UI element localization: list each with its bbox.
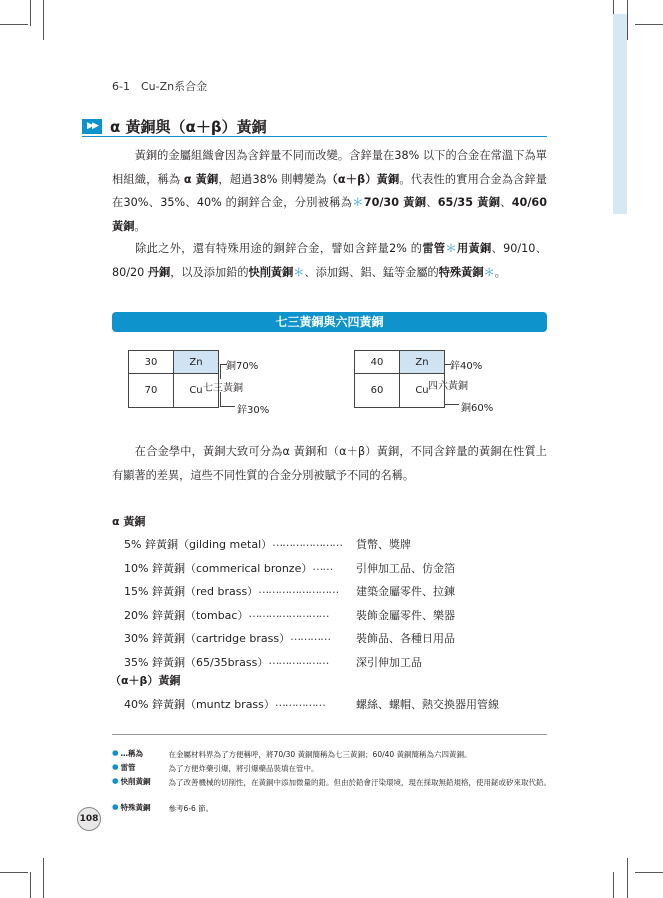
label-alloy-name: 四六黃銅 bbox=[428, 381, 468, 392]
text-run: 、 bbox=[500, 196, 512, 209]
list-item-name: 10% 鋅黃銅（commerical bronze） bbox=[124, 561, 313, 575]
section-title bbox=[82, 116, 267, 137]
text-run: 除此之外，還有特殊用途的銅鋅合金，譬如含鋅量2% 的 bbox=[112, 242, 423, 255]
bullet-icon: ● bbox=[112, 776, 119, 785]
footnote-item bbox=[112, 802, 554, 815]
alpha-brass-heading: α 黃銅 bbox=[112, 515, 146, 528]
page-number: 108 bbox=[77, 807, 101, 831]
text-run: ，超過38% 則轉變為 bbox=[218, 172, 327, 186]
text-run: 。 bbox=[134, 219, 146, 233]
list-item-use: 螺絲、螺帽、熱交換器用管線 bbox=[356, 698, 499, 711]
list-item-use: 裝飾品、各種日用品 bbox=[356, 632, 455, 645]
list-item bbox=[124, 536, 411, 552]
bullet-icon: ● bbox=[112, 748, 119, 757]
figure-banner: 七三黃銅與六四黃銅 bbox=[112, 312, 547, 332]
paragraph-1 bbox=[112, 144, 547, 238]
paragraph-2 bbox=[112, 237, 547, 284]
footnote-item bbox=[112, 748, 554, 761]
footnote-desc: 在金屬材料界為了方便稱呼，將70/30 黃銅簡稱為七三黃銅；60/40 黃銅簡稱為六四黃銅。 bbox=[168, 750, 472, 759]
list-item-use: 建築金屬零件、拉鍊 bbox=[356, 585, 455, 598]
bold-term: 40/60 黃銅 bbox=[112, 196, 547, 233]
footnote-desc: 參考6-6 節。 bbox=[168, 804, 214, 813]
footnote-desc: 為了方便炸藥引爆，將引爆藥品裝填在管中。 bbox=[168, 764, 319, 773]
footnote-term: …稱為 bbox=[120, 749, 144, 758]
list-item bbox=[124, 606, 455, 623]
label-copper: 銅70% bbox=[226, 361, 259, 372]
label-copper: 銅60% bbox=[461, 403, 494, 414]
crop-mark bbox=[43, 858, 44, 898]
list-item-use: 貨幣、獎牌 bbox=[356, 538, 411, 551]
footnote-star: ＊ bbox=[483, 265, 495, 279]
cell-zn: Zn bbox=[400, 351, 445, 374]
crop-mark bbox=[0, 872, 28, 873]
crop-mark bbox=[613, 872, 614, 898]
double-arrow-icon: ▶▶ bbox=[82, 119, 102, 134]
running-header: 6-1 Cu-Zn系合金 bbox=[112, 80, 208, 93]
list-item-name: 35% 鋅黃銅（65/35brass） bbox=[124, 655, 269, 669]
footnote-star: ＊ bbox=[293, 265, 305, 279]
list-item-dots: ………… bbox=[290, 630, 331, 643]
title-underline bbox=[82, 136, 547, 137]
crop-mark bbox=[627, 0, 628, 40]
crop-mark bbox=[43, 0, 44, 40]
cell-cu: Cu bbox=[174, 374, 219, 408]
list-item-use: 引伸加工品、仿金箔 bbox=[356, 561, 455, 575]
list-item-name: 40% 鋅黃銅（muntz brass） bbox=[124, 698, 275, 711]
bold-term: 丹銅 bbox=[147, 265, 171, 279]
footnote-term: 特殊黃銅 bbox=[120, 803, 151, 812]
bold-term: 快削黃銅 bbox=[248, 265, 294, 279]
crop-mark bbox=[635, 872, 663, 873]
text-run: ，以及添加鉛的 bbox=[170, 265, 249, 279]
footnote-star: ＊ bbox=[445, 242, 457, 255]
cell-zn: Zn bbox=[174, 351, 219, 374]
bold-term: 用黃銅 bbox=[456, 242, 492, 255]
footnote-desc: 為了改善機械的切削性，在黃銅中添加微量的鉛。但由於鉛會汙染環境，現在採取無鉛規格，使用鉍或矽來取代鉛。 bbox=[168, 778, 552, 787]
text-run: 、添加錫、鋁、錳等金屬的 bbox=[304, 265, 439, 279]
text-run: 黃銅的金屬組織會因為含鋅量不同而改變。含鋅量在38% 以下的合金在常溫下為單相組織，稱為 bbox=[112, 149, 547, 186]
list-item-use: 深引伸加工品 bbox=[356, 655, 422, 669]
crop-mark bbox=[0, 24, 28, 25]
crop-mark bbox=[635, 24, 663, 25]
list-item bbox=[124, 559, 455, 576]
cell-cu-percent: 60 bbox=[355, 374, 400, 408]
bold-term: 特殊黃銅 bbox=[438, 265, 484, 279]
footnote-item bbox=[112, 762, 554, 775]
bullet-icon: ● bbox=[112, 762, 119, 771]
bold-term: 65/35 黃銅 bbox=[437, 196, 501, 209]
label-zinc: 鋅40% bbox=[450, 361, 483, 372]
bold-term: （α＋β）黃銅 bbox=[326, 172, 400, 186]
list-item-dots: …………………… bbox=[248, 606, 329, 620]
cell-zn-percent: 30 bbox=[129, 351, 174, 374]
list-item-dots: ………………… bbox=[272, 536, 343, 549]
text-run: 。 bbox=[494, 265, 506, 279]
list-item-use: 裝飾金屬零件、樂器 bbox=[356, 608, 455, 622]
text-run: 、 bbox=[426, 196, 438, 209]
section-title-text: α 黃銅與（α＋β）黃銅 bbox=[110, 118, 267, 136]
crop-mark bbox=[627, 858, 628, 898]
list-item-name: 30% 鋅黃銅（cartridge brass） bbox=[124, 632, 291, 645]
cell-cu: Cu bbox=[400, 374, 445, 408]
label-alloy-name: 七三黃銅 bbox=[203, 383, 243, 394]
text-run: 、90/10、80/20 bbox=[112, 242, 547, 279]
bracket-bottom bbox=[220, 392, 235, 407]
alpha-beta-brass-heading: （α＋β）黃銅 bbox=[110, 674, 181, 687]
bracket-bottom bbox=[444, 390, 459, 405]
list-item bbox=[124, 630, 455, 646]
bullet-icon: ● bbox=[112, 802, 119, 811]
bold-term: 70/30 黃銅 bbox=[363, 196, 427, 209]
cell-zn-percent: 40 bbox=[355, 351, 400, 374]
list-item-name: 20% 鋅黃銅（tombac） bbox=[124, 608, 249, 622]
list-item bbox=[124, 696, 499, 712]
footnote-item bbox=[112, 776, 554, 789]
bold-term: 雷管 bbox=[422, 242, 446, 255]
list-item bbox=[124, 653, 422, 670]
list-item-name: 15% 鋅黃銅（red brass） bbox=[124, 585, 259, 598]
paragraph-3: 在合金學中，黃銅大致可分為α 黃銅和（α＋β）黃銅，不同含鋅量的黃銅在性質上有顯著的差異，這些不同性質的合金分別被賦予不同的名稱。 bbox=[112, 445, 547, 482]
side-tab-strip bbox=[613, 14, 627, 214]
list-item-dots: …………………… bbox=[258, 583, 339, 596]
list-item-dots: …………… bbox=[274, 696, 325, 709]
list-item bbox=[124, 583, 455, 599]
label-zinc: 鋅30% bbox=[237, 405, 270, 416]
crop-mark bbox=[30, 872, 31, 898]
bold-term: α 黃銅 bbox=[183, 172, 219, 186]
list-item-dots: …… bbox=[312, 559, 333, 573]
crop-mark bbox=[30, 0, 31, 26]
footnote-term: 快削黃銅 bbox=[120, 777, 151, 786]
list-item-name: 5% 鋅黃銅（gilding metal） bbox=[124, 538, 273, 551]
footnote-divider bbox=[112, 734, 547, 735]
list-item-dots: ……………… bbox=[268, 653, 329, 667]
text-run: 。代表性的實用合金為含鋅量在30%、35%、40% 的銅鋅合金，分別被稱為 bbox=[112, 172, 547, 209]
footnote-term: 雷管 bbox=[120, 763, 136, 772]
cell-cu-percent: 70 bbox=[129, 374, 174, 408]
footnote-star: ＊ bbox=[352, 196, 364, 209]
